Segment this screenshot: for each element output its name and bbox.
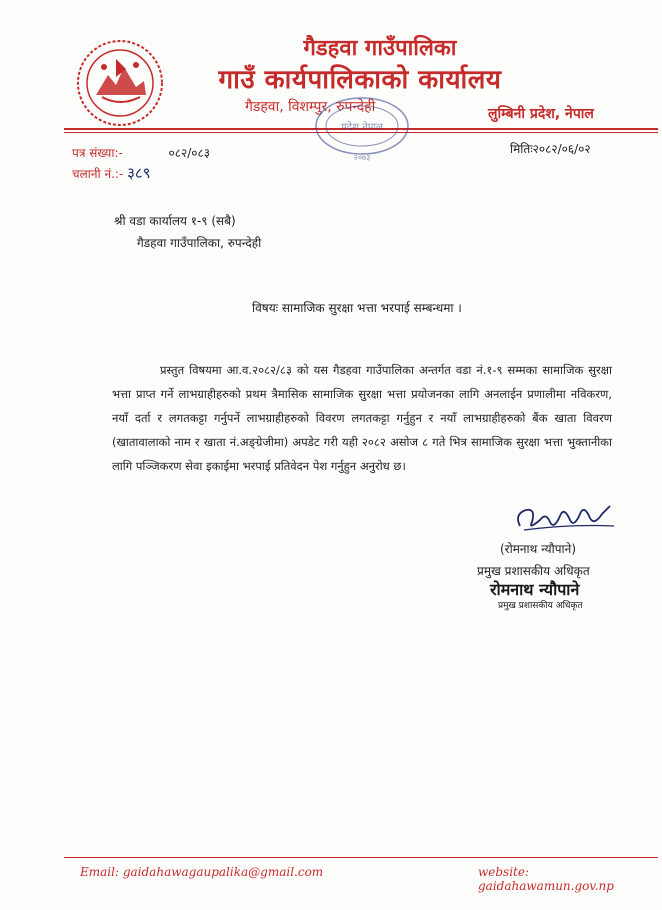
footer-website: website: gaidahawamun.gov.np <box>478 865 614 893</box>
chalani-label: चलानी नं.:- <box>72 167 124 181</box>
seal-year: २०७३ <box>353 153 371 162</box>
patra-sankhya <box>72 144 210 161</box>
title-stamp: प्रमुख प्रशासकीय अधिकृत <box>498 601 583 611</box>
handwritten-signature <box>510 496 620 538</box>
name-stamp: रोमनाथ न्यौपाने <box>490 580 580 599</box>
letterhead-office-name: गाउँ कार्यपालिकाको कार्यालय <box>218 65 502 95</box>
seal-inner-text: प्रदेश नेपाल <box>341 122 383 133</box>
signatory-title: प्रमुख प्रशासकीय अधिकृत <box>477 564 590 578</box>
chalani-number <box>72 163 151 183</box>
signatory-name: (रोमनाथ न्यौपाने) <box>500 542 576 556</box>
letter-subject: विषयः सामाजिक सुरक्षा भत्ता भरपाई सम्बन्धमा । <box>252 301 462 315</box>
office-seal-stamp <box>312 96 412 166</box>
chalani-value: ३८९ <box>127 164 151 182</box>
letter-date: मितिः२०८२/०६/०२ <box>510 142 591 156</box>
letterhead-address: गैडहवा, विशम्पुर, रुपन्देही <box>245 99 376 115</box>
letterhead-municipality-name: गैडहवा गाउँपालिका <box>303 36 457 61</box>
recipient-address: गैडहवा गाउँपालिका, रुपन्देही <box>137 236 262 250</box>
recipient-office: श्री वडा कार्यालय १-९ (सबै) <box>114 214 236 228</box>
footer-divider <box>64 857 658 858</box>
letter-body-text: प्रस्तुत विषयमा आ.व.२०८२/८३ को यस गैडहवा गाउँपालिका अन्तर्गत वडा नं.१-९ सम्मका सामाजिक सुरक्षा भत्ता प्राप्त गर्ने लाभग्राहीहरुको प्रथम त्रैमासिक सामाजिक सुरक्षा भत्ता प्रयोजनका लागि अनलाईन प्रणालीमा नविकरण, नयाँ दर्ता र लगतकट्टा गर्नुपर्ने लाभग्राहीहरुको विवरण लगतकट्टा गर्नुहुन र नयाँ लाभग्राहीहरुको बैंक खाता विवरण (खातावालाको नाम र खाता नं.अङ्ग्रेजीमा) अपडेट गरी यही २०८२ असोज ८ गते भित्र सामाजिक सुरक्षा भत्ता भुक्तानीका लागि पञ्जिकरण सेवा इकाईमा भरपाई प्रतिवेदन पेश गर्नुहुन अनुरोध छ। <box>112 363 612 473</box>
patra-value: ०८२/०८३ <box>168 146 210 160</box>
letter-body <box>112 358 612 478</box>
footer-email: Email: gaidahawagaupalika@gmail.com <box>80 865 324 879</box>
letterhead-province: लुम्बिनी प्रदेश, नेपाल <box>488 106 594 122</box>
patra-label: पत्र संख्या:- <box>72 146 123 160</box>
